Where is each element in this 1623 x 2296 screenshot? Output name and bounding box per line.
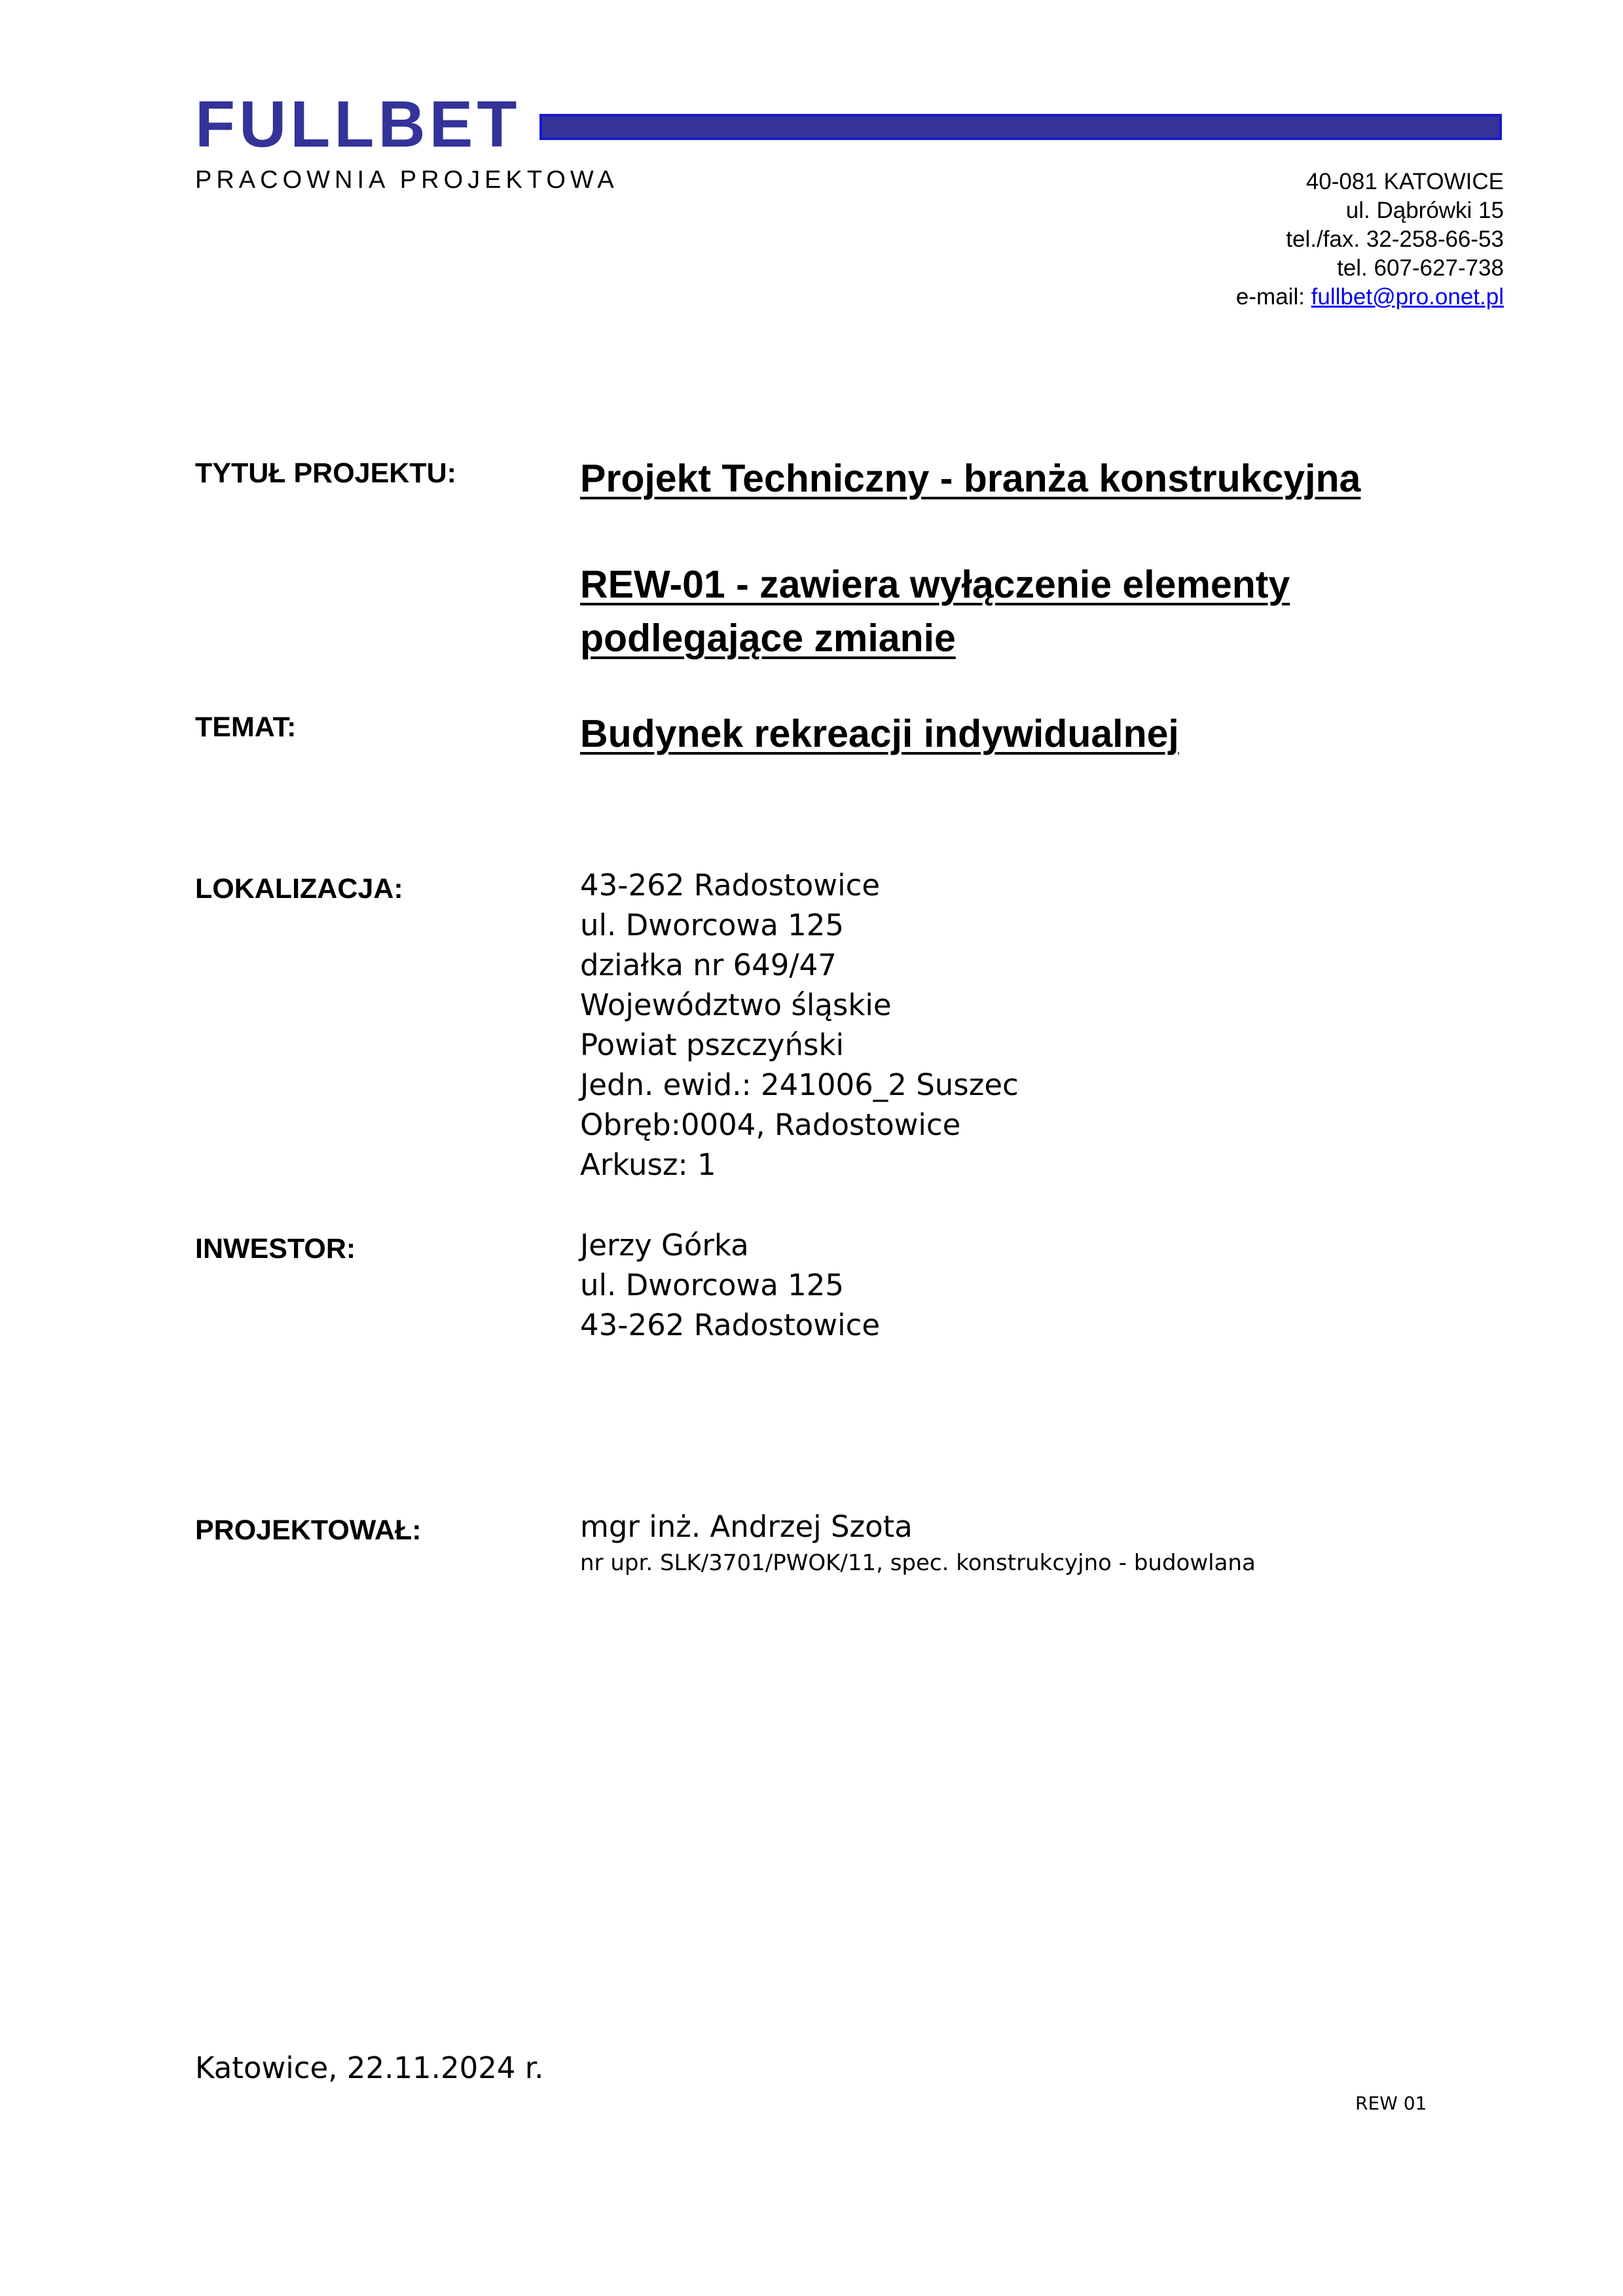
designer-label: PROJEKTOWAŁ:	[195, 1515, 422, 1546]
email-label: e-mail:	[1235, 284, 1311, 310]
address-phone-fax: tel./fax. 32-258-66-53	[1286, 226, 1504, 252]
investor-label: INWESTOR:	[195, 1233, 356, 1265]
investor-value	[580, 1225, 880, 1345]
topic-value: Budynek rekreacji indywidualnej	[580, 712, 1179, 755]
designer-name: mgr inż. Andrzej Szota	[580, 1509, 913, 1544]
designer-value	[580, 1507, 1256, 1579]
location-line: 43-262 Radostowice	[580, 868, 880, 903]
location-line: Województwo śląskie	[580, 988, 892, 1022]
project-title-line-1: Projekt Techniczny - branża konstrukcyjna	[580, 457, 1361, 500]
topic-label: TEMAT:	[195, 711, 297, 743]
location-line: Jedn. ewid.: 241006_2 Suszec	[580, 1067, 1019, 1102]
location-line: działka nr 649/47	[580, 948, 837, 982]
project-title-line-3: podlegające zmianie	[580, 617, 956, 660]
investor-line: 43-262 Radostowice	[580, 1308, 880, 1342]
document-code: REW 01	[1355, 2092, 1427, 2114]
designer-license: nr upr. SLK/3701/PWOK/11, spec. konstrukcyjno - budowlana	[580, 1550, 1256, 1576]
place-date: Katowice, 22.11.2024 r.	[195, 2051, 544, 2085]
location-line: ul. Dworcowa 125	[580, 908, 844, 942]
company-subtitle: PRACOWNIA PROJEKTOWA	[195, 166, 619, 194]
location-value	[580, 865, 1019, 1185]
investor-line: Jerzy Górka	[580, 1228, 749, 1263]
company-logo: FULLBET	[195, 88, 521, 161]
address-email-line	[1236, 283, 1504, 312]
location-line: Obręb:0004, Radostowice	[580, 1107, 961, 1142]
investor-line: ul. Dworcowa 125	[580, 1268, 844, 1302]
address-city: 40-081 KATOWICE	[1305, 169, 1504, 194]
project-title-label: TYTUŁ PROJEKTU:	[195, 457, 456, 489]
location-line: Arkusz: 1	[580, 1147, 716, 1182]
email-link[interactable]: fullbet@pro.onet.pl	[1311, 284, 1504, 310]
location-line: Powiat pszczyński	[580, 1028, 845, 1062]
location-label: LOKALIZACJA:	[195, 873, 403, 905]
header-bar	[539, 114, 1502, 140]
project-title-line-2: REW-01 - zawiera wyłączenie elementy	[580, 563, 1290, 606]
company-address	[1236, 168, 1504, 312]
address-street: ul. Dąbrówki 15	[1345, 198, 1504, 223]
address-phone: tel. 607-627-738	[1337, 255, 1504, 281]
